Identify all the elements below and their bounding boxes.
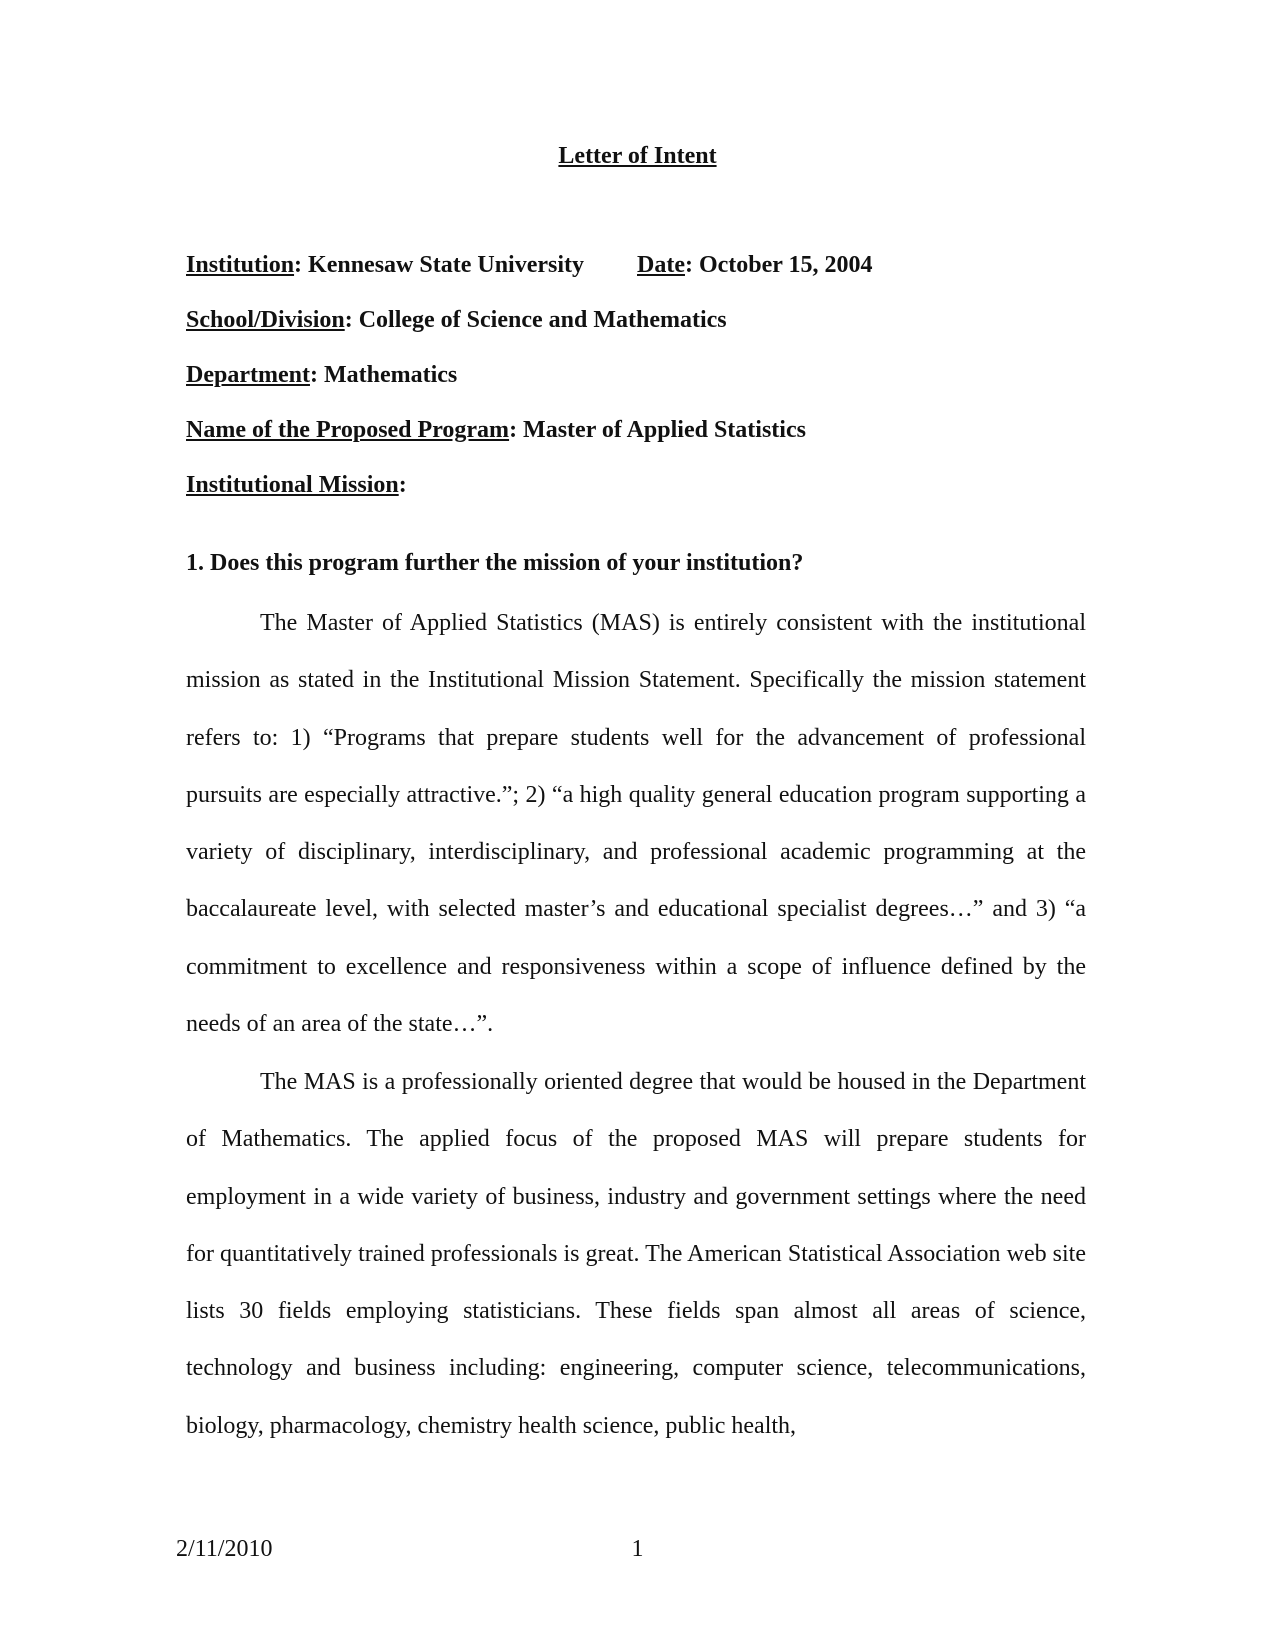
body-paragraph-2: The MAS is a professionally oriented degree that would be housed in the Department of Mathematics. The applied focus of the proposed MAS will prepare students for employment in a wide variety of business, industry and government settings where the need for quantitatively trained professionals is great. The American Statistical Association web site lists 30 fields employing statisticians. These fields span almost all areas of science, technology and business including: engineering, computer science, telecommunications, biology, pharmacology, chemistry health science, public health, <box>186 1069 1086 1439</box>
date-label: Date <box>637 252 685 278</box>
document-title <box>0 143 1275 170</box>
body-paragraph-1: The Master of Applied Statistics (MAS) is entirely consistent with the institutional mission as stated in the Institutional Mission Statement. Specifically the mission statement refers to: 1) “Programs that prepare students well for the advancement of professional pursuits are especially attractive.”; 2) “a high quality general education program supporting a variety of disciplinary, interdisciplinary, and professional academic programming at the baccalaureate level, with selected master’s and educational specialist degrees…” and 3) “a commitment to excellence and responsiveness within a scope of influence defined by the needs of an area of the state…”. <box>186 610 1086 1038</box>
institution-value: : Kennesaw State University <box>294 252 585 278</box>
department-field <box>186 362 457 389</box>
department-value: : Mathematics <box>309 362 458 388</box>
page-number: 1 <box>631 1536 644 1562</box>
footer-date: 2/11/2010 <box>176 1536 273 1562</box>
question-1: 1. Does this program further the mission of your institution? <box>186 550 804 576</box>
school-division-field <box>186 307 727 334</box>
program-name-label: Name of the Proposed Program <box>186 417 510 443</box>
institution-label: Institution <box>186 252 295 278</box>
date-value: : October 15, 2004 <box>684 252 873 278</box>
title-text: Letter of Intent <box>558 143 717 169</box>
institutional-mission-label: Institutional Mission <box>186 472 399 498</box>
institutional-mission-field <box>186 472 407 499</box>
school-division-value: : College of Science and Mathematics <box>344 307 727 333</box>
institution-field <box>186 252 584 279</box>
program-name-value: : Master of Applied Statistics <box>509 417 806 443</box>
institutional-mission-value: : <box>398 472 407 498</box>
program-name-field <box>186 417 806 444</box>
date-field <box>637 252 873 279</box>
school-division-label: School/Division <box>186 307 345 333</box>
department-label: Department <box>186 362 310 388</box>
